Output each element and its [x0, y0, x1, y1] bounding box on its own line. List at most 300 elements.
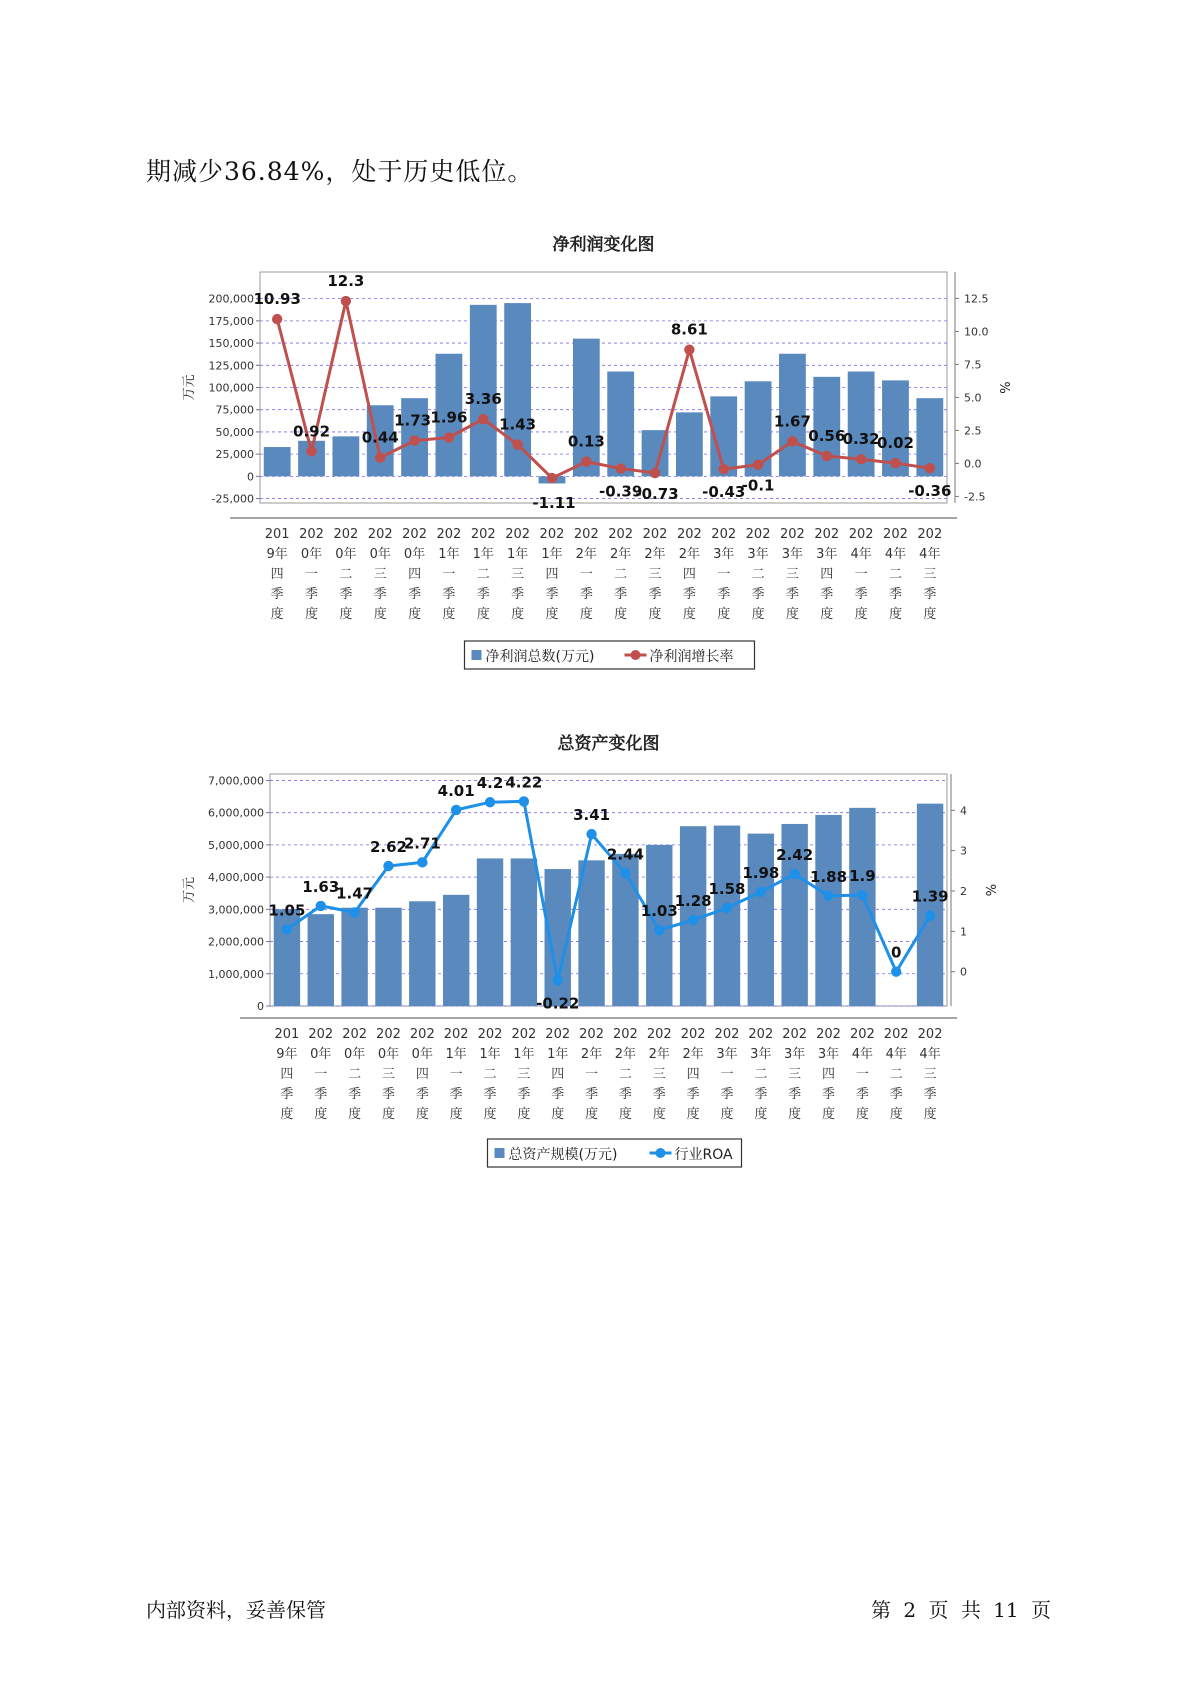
data-label: 0.13 [567, 432, 605, 451]
data-label: 1.98 [742, 863, 780, 882]
x-tick-label: 0年 [411, 1047, 433, 1062]
bar [676, 412, 703, 476]
x-tick-label: 度 [923, 607, 937, 622]
x-tick-label: 季 [381, 1087, 395, 1102]
x-tick-label: 季 [648, 587, 662, 602]
y-tick-label: 0 [247, 470, 254, 484]
x-tick-label: 202 [608, 527, 634, 542]
x-tick-label: 0年 [377, 1047, 400, 1062]
y-tick-label: 50,000 [215, 425, 254, 439]
x-tick-label: 度 [648, 607, 662, 622]
x-tick-label: 二 [614, 567, 628, 582]
x-tick-label: 202 [308, 1027, 334, 1042]
x-tick-label: 202 [714, 1027, 740, 1042]
x-tick-label: 二 [339, 567, 353, 582]
x-tick-label: 季 [889, 1087, 903, 1102]
line-point [383, 861, 393, 871]
x-tick-label: 1年 [472, 547, 494, 562]
y-tick-label: 3,000,000 [208, 903, 264, 917]
x-tick-label: 0年 [403, 547, 426, 562]
x-tick-label: 二 [618, 1067, 632, 1082]
line-point [282, 924, 292, 934]
x-tick-label: 度 [614, 607, 628, 622]
x-tick-label: 季 [720, 1087, 734, 1102]
data-label: 0.56 [808, 427, 846, 446]
line-point [409, 435, 419, 445]
x-tick-label: 二 [888, 567, 902, 582]
legend-swatch-bars [495, 1148, 505, 1158]
x-tick-label: 3年 [747, 547, 769, 562]
x-tick-label: 四 [270, 567, 284, 582]
x-tick-label: 度 [682, 607, 696, 622]
x-tick-label: 季 [483, 1087, 497, 1102]
x-tick-label: 一 [585, 1067, 599, 1082]
x-tick-label: 二 [348, 1067, 362, 1082]
line-point [272, 314, 282, 324]
line-point [650, 468, 660, 478]
bar [443, 895, 469, 1006]
x-tick-label: 一 [855, 1067, 869, 1082]
line-point [925, 463, 935, 473]
bar [714, 826, 740, 1006]
x-tick-label: 二 [483, 1067, 497, 1082]
x-tick-label: 三 [923, 567, 937, 582]
x-tick-label: 1年 [479, 1047, 501, 1062]
x-tick-label: 2年 [610, 547, 632, 562]
bar [341, 908, 367, 1006]
y-tick-label: 200,000 [208, 292, 254, 306]
x-tick-label: 度 [449, 1107, 463, 1122]
y-tick-label: 75,000 [215, 403, 254, 417]
data-label: -1.11 [532, 494, 576, 513]
bar [849, 808, 875, 1006]
y-tick-label: 4,000,000 [208, 871, 264, 885]
x-tick-label: 202 [816, 1027, 841, 1042]
x-tick-label: 9年 [266, 547, 288, 562]
x-tick-label: 季 [270, 587, 284, 602]
x-tick-label: 度 [820, 607, 834, 622]
x-tick-label: 度 [517, 1107, 531, 1122]
x-tick-label: 季 [652, 1087, 666, 1102]
chart-title: 净利润变化图 [552, 235, 655, 255]
line-point [756, 887, 766, 897]
x-tick-label: 202 [299, 527, 324, 542]
x-tick-label: 201 [264, 527, 290, 542]
chart-title: 总资产变化图 [557, 734, 660, 754]
x-tick-label: 2年 [580, 1047, 603, 1062]
x-tick-label: 一 [854, 567, 868, 582]
x-tick-label: 季 [682, 587, 696, 602]
x-tick-label: 202 [511, 1027, 537, 1042]
x-tick-label: 季 [618, 1087, 632, 1102]
x-tick-label: 四 [822, 1067, 836, 1082]
x-tick-label: 202 [883, 1027, 909, 1042]
x-tick-label: 季 [923, 1087, 937, 1102]
data-label: 1.88 [810, 867, 848, 886]
x-tick-label: 度 [511, 607, 525, 622]
x-tick-label: 度 [270, 607, 284, 622]
net-profit-chart [0, 220, 1191, 690]
x-tick-label: 季 [511, 587, 525, 602]
x-tick-label: 度 [822, 1107, 836, 1122]
data-label: 2.71 [403, 834, 441, 853]
data-label: 0.32 [842, 430, 880, 449]
x-tick-label: 4年 [850, 547, 872, 562]
line-point [512, 439, 522, 449]
data-label: 1.58 [708, 879, 746, 898]
x-tick-label: 202 [573, 527, 599, 542]
x-tick-label: 度 [585, 1107, 599, 1122]
y-tick-label: 0 [257, 1000, 264, 1013]
x-tick-label: 季 [314, 1087, 328, 1102]
x-tick-label: 度 [373, 607, 387, 622]
x-tick-label: 度 [408, 607, 422, 622]
data-label: 1.28 [674, 892, 712, 911]
x-tick-label: 1年 [547, 1047, 569, 1062]
data-label: -0.39 [599, 482, 643, 501]
line-point [417, 857, 427, 867]
x-tick-label: 季 [820, 587, 834, 602]
line-point [615, 463, 625, 473]
data-label: 1.63 [302, 877, 340, 896]
x-tick-label: 度 [785, 607, 799, 622]
x-tick-label: 三 [648, 567, 662, 582]
data-label: 4.01 [437, 781, 475, 800]
x-tick-label: 度 [339, 607, 353, 622]
bar [264, 447, 291, 476]
x-tick-label: 季 [923, 587, 937, 602]
x-tick-label: 0年 [369, 547, 391, 562]
bar [332, 436, 359, 476]
x-tick-label: 202 [333, 527, 359, 542]
x-tick-label: 度 [545, 607, 559, 622]
x-tick-label: 季 [476, 587, 490, 602]
data-label: 1.43 [499, 415, 537, 434]
y-tick-label: 2,000,000 [208, 935, 264, 949]
x-tick-label: 季 [822, 1087, 836, 1102]
y2-axis-label: % [985, 883, 1000, 897]
x-tick-label: 202 [470, 527, 496, 542]
x-tick-label: 202 [376, 1027, 401, 1042]
x-tick-label: 2年 [575, 547, 597, 562]
x-tick-label: 9年 [276, 1047, 298, 1062]
x-tick-label: 四 [682, 567, 696, 582]
data-label: 1.67 [773, 412, 811, 431]
y-tick-label: 150,000 [208, 337, 254, 351]
x-tick-label: 202 [883, 527, 908, 542]
x-tick-label: 季 [888, 587, 902, 602]
x-tick-label: 二 [476, 567, 490, 582]
line-point [485, 797, 495, 807]
y-tick-label: 6,000,000 [208, 806, 264, 820]
x-tick-label: 4年 [884, 547, 907, 562]
line-point [547, 473, 557, 483]
data-label: 1.03 [640, 902, 678, 921]
y2-tick-label: 2.5 [964, 424, 982, 438]
x-tick-label: 度 [314, 1107, 328, 1122]
total-assets-chart-svg [0, 718, 1191, 1178]
line-point [341, 296, 351, 306]
x-tick-label: 度 [889, 1107, 903, 1122]
y2-tick-label: 4 [960, 804, 967, 818]
x-tick-label: 202 [436, 527, 462, 542]
data-label: 1.05 [268, 901, 306, 920]
line-point [789, 869, 799, 879]
x-tick-label: 四 [545, 567, 559, 582]
x-tick-label: 202 [745, 527, 771, 542]
footer-page-number: 第 2 页 共 11 页 [871, 1598, 1051, 1622]
x-tick-label: 1年 [541, 547, 563, 562]
x-tick-label: 四 [280, 1067, 294, 1082]
x-tick-label: 3年 [784, 1047, 806, 1062]
legend-label-line: 行业ROA [674, 1147, 733, 1163]
bar [477, 858, 503, 1006]
x-tick-label: 二 [751, 567, 765, 582]
x-tick-label: 四 [408, 567, 422, 582]
y-tick-label: 175,000 [208, 314, 254, 328]
line-point [823, 891, 833, 901]
x-tick-label: 1年 [445, 1047, 467, 1062]
x-tick-label: 三 [652, 1067, 666, 1082]
x-tick-label: 季 [280, 1087, 294, 1102]
x-tick-label: 4年 [919, 547, 941, 562]
bar [409, 901, 435, 1006]
line-point [684, 345, 694, 355]
y2-tick-label: 0.0 [964, 457, 982, 471]
y-tick-label: 125,000 [208, 359, 254, 373]
x-tick-label: 度 [415, 1107, 429, 1122]
x-tick-label: 2年 [644, 547, 666, 562]
y2-tick-label: 10.0 [964, 325, 989, 339]
data-label: 4.22 [505, 773, 543, 792]
x-tick-label: 202 [342, 1027, 368, 1042]
x-tick-label: 2年 [648, 1047, 670, 1062]
line-point [890, 458, 900, 468]
x-tick-label: 度 [720, 1107, 734, 1122]
data-label: 2.44 [606, 845, 644, 864]
x-tick-label: 二 [889, 1067, 903, 1082]
x-tick-label: 二 [754, 1067, 768, 1082]
x-tick-label: 202 [443, 1027, 469, 1042]
y-axis-label: 万元 [182, 374, 197, 401]
x-tick-label: 202 [613, 1027, 638, 1042]
x-tick-label: 三 [788, 1067, 802, 1082]
x-tick-label: 季 [854, 587, 868, 602]
x-tick-label: 季 [788, 1087, 802, 1102]
x-tick-label: 202 [780, 527, 805, 542]
y2-tick-label: 12.5 [964, 292, 989, 306]
y2-tick-label: 2 [960, 885, 967, 899]
x-tick-label: 季 [339, 587, 353, 602]
data-label: 10.93 [253, 290, 301, 309]
y-axis-label: 万元 [182, 876, 197, 904]
data-label: 0.44 [361, 428, 399, 447]
x-tick-label: 季 [614, 587, 628, 602]
x-tick-label: 季 [373, 587, 387, 602]
y-tick-label: -25,000 [211, 492, 254, 506]
x-tick-label: 3年 [750, 1047, 772, 1062]
x-tick-label: 三 [373, 567, 387, 582]
x-tick-label: 季 [579, 587, 593, 602]
x-tick-label: 202 [539, 527, 565, 542]
x-tick-label: 度 [788, 1107, 802, 1122]
x-tick-label: 3年 [716, 1047, 738, 1062]
data-label: 1.9 [849, 867, 876, 886]
x-tick-label: 202 [646, 1027, 672, 1042]
body-paragraph: 期减少36.84%，处于历史低位。 [146, 157, 534, 186]
x-tick-label: 0年 [343, 1047, 366, 1062]
x-tick-label: 季 [517, 1087, 531, 1102]
line-point [891, 967, 901, 977]
legend-swatch-point [631, 650, 641, 660]
line-point [719, 464, 729, 474]
line-point [581, 456, 591, 466]
data-label: 3.36 [464, 390, 502, 409]
x-tick-label: 0年 [300, 547, 323, 562]
line-point [553, 975, 563, 985]
bar [607, 372, 634, 477]
x-tick-label: 202 [505, 527, 531, 542]
data-label: -0.1 [741, 476, 775, 495]
x-tick-label: 202 [917, 1027, 943, 1042]
y2-tick-label: 1 [960, 925, 967, 939]
x-tick-label: 一 [314, 1067, 328, 1082]
x-tick-label: 季 [717, 587, 731, 602]
line-point [349, 907, 359, 917]
y2-tick-label: 3 [960, 844, 967, 858]
x-tick-label: 度 [305, 607, 319, 622]
line-point [444, 432, 454, 442]
data-label: -0.43 [702, 483, 746, 502]
x-tick-label: 季 [348, 1087, 362, 1102]
x-tick-label: 季 [449, 1087, 463, 1102]
x-tick-label: 3年 [816, 547, 838, 562]
x-tick-label: 季 [551, 1087, 565, 1102]
x-tick-label: 季 [442, 587, 456, 602]
y2-tick-label: 0 [960, 965, 967, 979]
x-tick-label: 202 [917, 527, 943, 542]
y-tick-label: 100,000 [208, 381, 254, 395]
x-tick-label: 度 [717, 607, 731, 622]
data-label: -0.36 [908, 482, 952, 501]
data-label: 2.62 [369, 837, 407, 856]
x-tick-label: 度 [280, 1107, 294, 1122]
line-point [654, 925, 664, 935]
x-tick-label: 三 [517, 1067, 531, 1082]
line-point [753, 460, 763, 470]
x-tick-label: 3年 [781, 547, 804, 562]
x-tick-label: 1年 [506, 547, 529, 562]
footer-confidential-note: 内部资料，妥善保管 [146, 1598, 326, 1622]
x-tick-label: 度 [754, 1107, 768, 1122]
line-point [316, 901, 326, 911]
x-tick-label: 一 [717, 567, 731, 582]
x-tick-label: 3年 [713, 547, 735, 562]
line-point [586, 829, 596, 839]
x-tick-label: 2年 [614, 1047, 637, 1062]
x-tick-label: 202 [402, 527, 427, 542]
y2-tick-label: 7.5 [964, 358, 982, 372]
x-tick-label: 一 [720, 1067, 734, 1082]
line-point [451, 805, 461, 815]
x-tick-label: 季 [305, 587, 319, 602]
x-tick-label: 度 [751, 607, 765, 622]
x-tick-label: 季 [415, 1087, 429, 1102]
x-tick-label: 202 [477, 1027, 503, 1042]
x-tick-label: 202 [748, 1027, 774, 1042]
x-tick-label: 202 [711, 527, 737, 542]
x-tick-label: 202 [579, 1027, 604, 1042]
x-tick-label: 度 [381, 1107, 395, 1122]
x-tick-label: 度 [652, 1107, 666, 1122]
x-tick-label: 一 [442, 567, 456, 582]
data-label: 12.3 [327, 272, 365, 291]
x-tick-label: 202 [676, 527, 702, 542]
x-tick-label: 度 [686, 1107, 700, 1122]
data-label: 1.47 [336, 884, 374, 903]
x-tick-label: 201 [274, 1027, 300, 1042]
x-tick-label: 季 [408, 587, 422, 602]
x-tick-label: 季 [545, 587, 559, 602]
y2-tick-label: -2.5 [964, 490, 986, 504]
legend-swatch-point [656, 1148, 666, 1158]
data-label: -0.73 [635, 485, 679, 504]
x-tick-label: 一 [579, 567, 593, 582]
x-tick-label: 2年 [682, 1047, 704, 1062]
line-point [857, 890, 867, 900]
bar [748, 834, 774, 1006]
x-tick-label: 度 [854, 607, 868, 622]
x-tick-label: 三 [381, 1067, 395, 1082]
x-tick-label: 四 [820, 567, 834, 582]
data-label: 1.73 [394, 411, 432, 430]
x-tick-label: 一 [449, 1067, 463, 1082]
x-tick-label: 季 [754, 1087, 768, 1102]
x-tick-label: 四 [415, 1067, 429, 1082]
bar [308, 914, 334, 1006]
x-tick-label: 1年 [438, 547, 460, 562]
x-tick-label: 1年 [513, 1047, 535, 1062]
x-tick-label: 202 [848, 527, 874, 542]
x-tick-label: 度 [888, 607, 902, 622]
line-point [519, 796, 529, 806]
line-point [375, 452, 385, 462]
x-tick-label: 4年 [919, 1047, 941, 1062]
data-label: 4.2 [476, 774, 504, 793]
bar [573, 339, 600, 477]
y-tick-label: 1,000,000 [208, 967, 264, 981]
y-tick-label: 7,000,000 [208, 774, 264, 788]
line-point [722, 903, 732, 913]
x-tick-label: 季 [585, 1087, 599, 1102]
legend-swatch-bars [472, 650, 482, 660]
data-label: 0 [891, 943, 902, 962]
x-tick-label: 度 [476, 607, 490, 622]
x-tick-label: 度 [618, 1107, 632, 1122]
line-point [688, 915, 698, 925]
data-label: 1.39 [911, 887, 949, 906]
x-tick-label: 202 [680, 1027, 706, 1042]
legend-label-line: 净利润增长率 [649, 649, 734, 665]
x-tick-label: 度 [348, 1107, 362, 1122]
legend-label-bars: 总资产规模(万元) [508, 1147, 618, 1163]
line-point [856, 454, 866, 464]
y2-tick-label: 5.0 [964, 391, 982, 405]
x-tick-label: 度 [551, 1107, 565, 1122]
x-tick-label: 0年 [335, 547, 357, 562]
x-tick-label: 202 [545, 1027, 571, 1042]
line-point [620, 868, 630, 878]
